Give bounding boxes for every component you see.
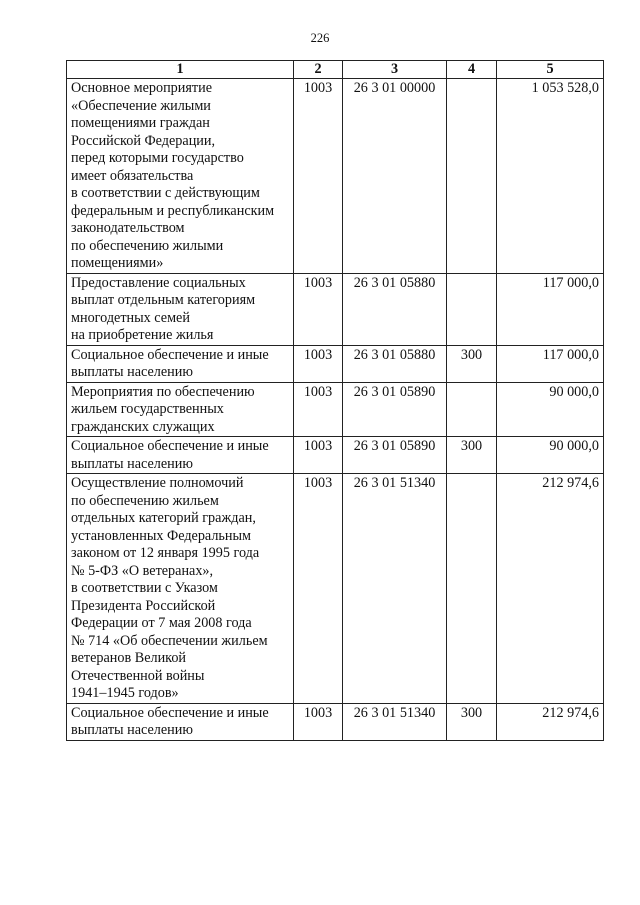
row-code: 26 3 01 05890 [343,437,447,474]
row-name: Мероприятия по обеспечению жильем государственных гражданских служащих [67,382,294,437]
row-sum: 212 974,6 [497,703,604,740]
row-name: Социальное обеспечение и иные выплаты населению [67,703,294,740]
row-name: Социальное обеспечение и иные выплаты населению [67,345,294,382]
header-col-4: 4 [447,61,497,79]
table-header-row [67,61,604,79]
row-code: 26 3 01 05880 [343,273,447,345]
row-code: 26 3 01 00000 [343,79,447,274]
row-sum: 117 000,0 [497,273,604,345]
row-type [447,79,497,274]
row-type: 300 [447,703,497,740]
row-section: 1003 [294,382,343,437]
row-section: 1003 [294,437,343,474]
row-code: 26 3 01 51340 [343,703,447,740]
table-row [67,474,604,704]
row-sum: 90 000,0 [497,437,604,474]
row-code: 26 3 01 05880 [343,345,447,382]
table-row [67,273,604,345]
row-type: 300 [447,345,497,382]
row-section: 1003 [294,273,343,345]
row-name: Предоставление социальных выплат отдельным категориям многодетных семей на приобретение жилья [67,273,294,345]
header-col-2: 2 [294,61,343,79]
row-type: 300 [447,437,497,474]
header-col-1: 1 [67,61,294,79]
header-col-5: 5 [497,61,604,79]
row-code: 26 3 01 51340 [343,474,447,704]
row-sum: 212 974,6 [497,474,604,704]
row-sum: 1 053 528,0 [497,79,604,274]
page-number: 226 [310,31,330,45]
table-row [67,703,604,740]
header-col-3: 3 [343,61,447,79]
table-row [67,79,604,274]
table-row [67,437,604,474]
budget-table [66,60,604,741]
row-code: 26 3 01 05890 [343,382,447,437]
row-section: 1003 [294,79,343,274]
row-section: 1003 [294,703,343,740]
table-row [67,382,604,437]
row-name: Осуществление полномочий по обеспечению жильем отдельных категорий граждан, установленных Федеральным законом от 12 января 1995 года № 5-ФЗ «О ветеранах», в соответствии с Указом Президента Российской Федерации от 7 мая 2008 года № 714 «Об обеспечении жильем ветеранов Великой Отечественной войны 1941–1945 годов» [67,474,294,704]
row-name: Социальное обеспечение и иные выплаты населению [67,437,294,474]
row-section: 1003 [294,345,343,382]
row-sum: 90 000,0 [497,382,604,437]
row-name: Основное мероприятие «Обеспечение жилыми помещениями граждан Российской Федерации, перед которыми государство имеет обязательства в соответствии с действующим федеральным и республиканским законодательством по обеспечению жилыми помещениями» [67,79,294,274]
row-sum: 117 000,0 [497,345,604,382]
row-type [447,273,497,345]
table-row [67,345,604,382]
row-section: 1003 [294,474,343,704]
row-type [447,382,497,437]
row-type [447,474,497,704]
